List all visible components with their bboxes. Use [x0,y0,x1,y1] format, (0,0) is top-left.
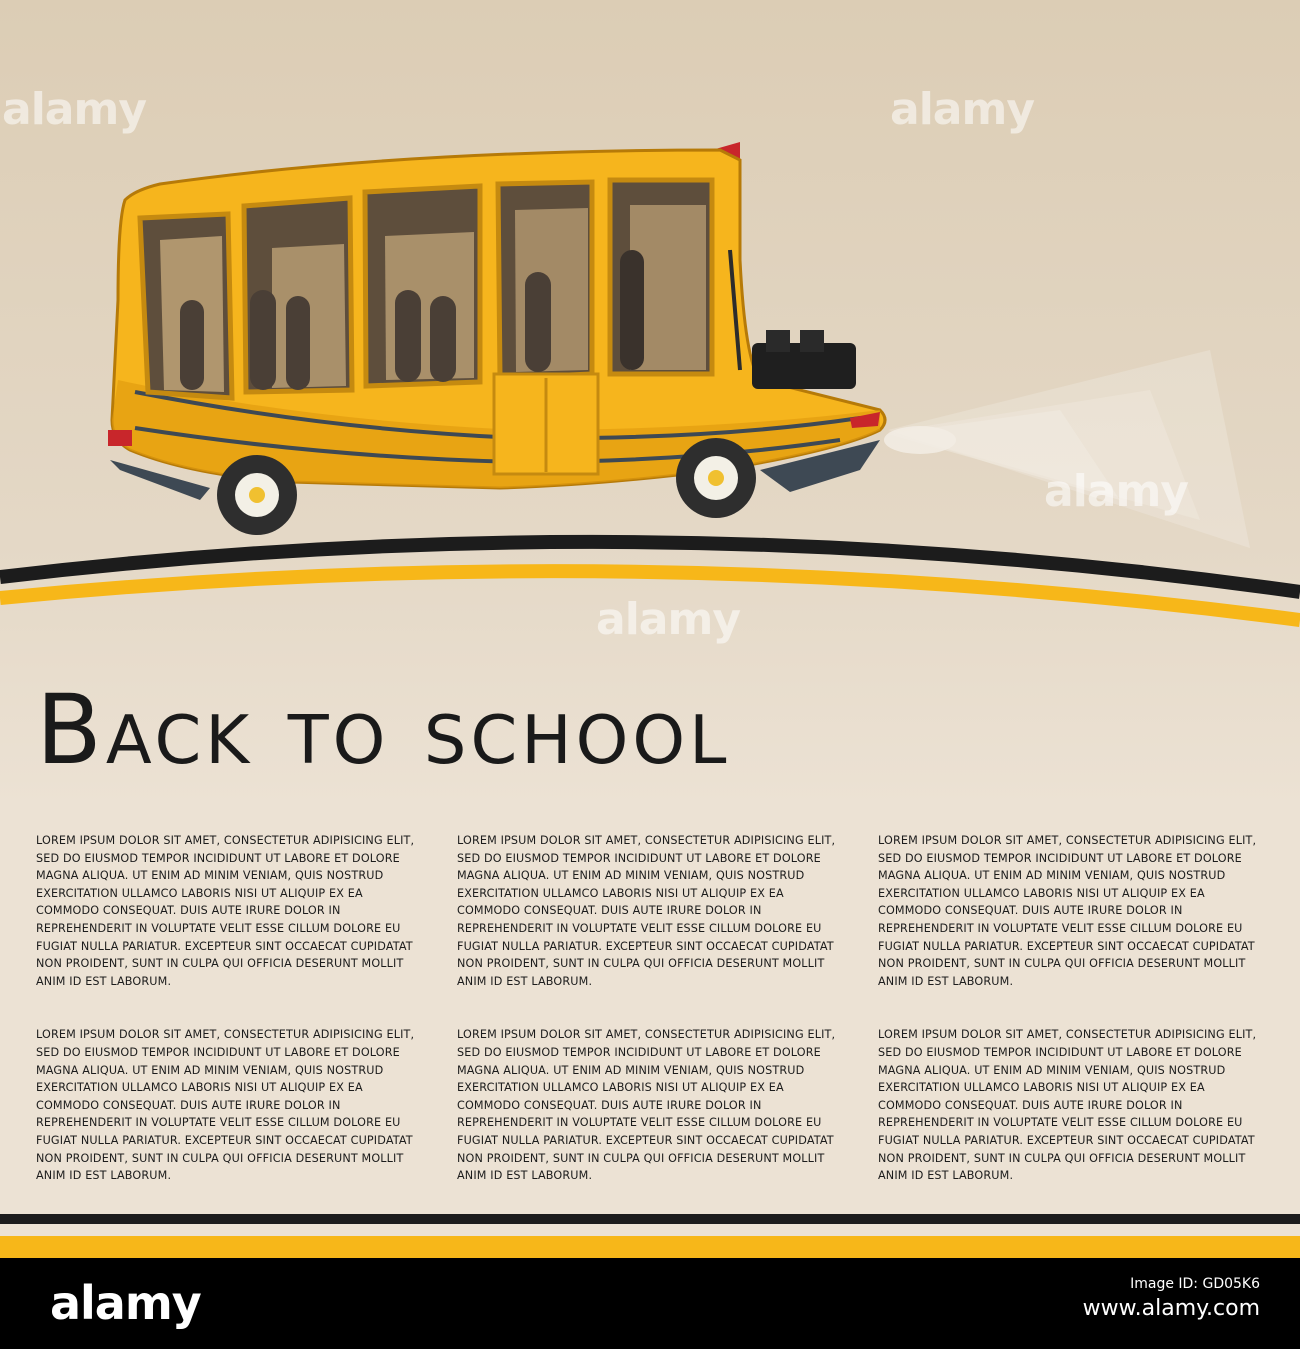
lorem-paragraph: LOREM IPSUM DOLOR SIT AMET, CONSECTETUR ADIPISICING ELIT, SED DO EIUSMOD TEMPOR INCIDIDUNT UT LABORE ET DOLORE MAGNA ALIQUA. UT ENIM AD MINIM VENIAM, QUIS NOSTRUD EXERCITATION ULLAMCO LABORIS NISI UT ALIQUIP EX EA COMMODO CONSEQUAT. DUIS AUTE IRURE DOLOR IN REPREHENDERIT IN VOLUPTATE VELIT ESSE CILLUM DOLORE EU FUGIAT NULLA PARIATUR. EXCEPTEUR SINT OCCAECAT CUPIDATAT NON PROIDENT, SUNT IN CULPA QUI OFFICIA DESERUNT MOLLIT ANIM ID EST LABORUM. [457,1028,836,1183]
headline: Back to school [36,674,731,786]
text-columns [36,832,1276,1192]
rear-wheel [217,455,297,535]
lorem-paragraph: LOREM IPSUM DOLOR SIT AMET, CONSECTETUR ADIPISICING ELIT, SED DO EIUSMOD TEMPOR INCIDIDUNT UT LABORE ET DOLORE MAGNA ALIQUA. UT ENIM AD MINIM VENIAM, QUIS NOSTRUD EXERCITATION ULLAMCO LABORIS NISI UT ALIQUIP EX EA COMMODO CONSEQUAT. DUIS AUTE IRURE DOLOR IN REPREHENDERIT IN VOLUPTATE VELIT ESSE CILLUM DOLORE EU FUGIAT NULLA PARIATUR. EXCEPTEUR SINT OCCAECAT CUPIDATAT NON PROIDENT, SUNT IN CULPA QUI OFFICIA DESERUNT MOLLIT ANIM ID EST LABORUM. [878,834,1257,988]
lorem-paragraph: LOREM IPSUM DOLOR SIT AMET, CONSECTETUR ADIPISICING ELIT, SED DO EIUSMOD TEMPOR INCIDIDUNT UT LABORE ET DOLORE MAGNA ALIQUA. UT ENIM AD MINIM VENIAM, QUIS NOSTRUD EXERCITATION ULLAMCO LABORIS NISI UT ALIQUIP EX EA COMMODO CONSEQUAT. DUIS AUTE IRURE DOLOR IN REPREHENDERIT IN VOLUPTATE VELIT ESSE CILLUM DOLORE EU FUGIAT NULLA PARIATUR. EXCEPTEUR SINT OCCAECAT CUPIDATAT NON PROIDENT, SUNT IN CULPA QUI OFFICIA DESERUNT MOLLIT ANIM ID EST LABORUM. [457,834,836,988]
watermark: alamy [596,594,740,645]
footer-info [1083,1276,1260,1321]
bus-windows [140,180,712,398]
front-wheel [676,438,756,518]
engine-blower [752,330,856,389]
footer-logo: alamy [50,1276,201,1330]
footer-url[interactable]: www.alamy.com [1082,1296,1260,1321]
text-column [878,832,1270,1221]
footer-bar [0,1258,1300,1349]
lorem-paragraph: LOREM IPSUM DOLOR SIT AMET, CONSECTETUR ADIPISICING ELIT, SED DO EIUSMOD TEMPOR INCIDIDUNT UT LABORE ET DOLORE MAGNA ALIQUA. UT ENIM AD MINIM VENIAM, QUIS NOSTRUD EXERCITATION ULLAMCO LABORIS NISI UT ALIQUIP EX EA COMMODO CONSEQUAT. DUIS AUTE IRURE DOLOR IN REPREHENDERIT IN VOLUPTATE VELIT ESSE CILLUM DOLORE EU FUGIAT NULLA PARIATUR. EXCEPTEUR SINT OCCAECAT CUPIDATAT NON PROIDENT, SUNT IN CULPA QUI OFFICIA DESERUNT MOLLIT ANIM ID EST LABORUM. [36,1028,415,1183]
lorem-paragraph: LOREM IPSUM DOLOR SIT AMET, CONSECTETUR ADIPISICING ELIT, SED DO EIUSMOD TEMPOR INCIDIDUNT UT LABORE ET DOLORE MAGNA ALIQUA. UT ENIM AD MINIM VENIAM, QUIS NOSTRUD EXERCITATION ULLAMCO LABORIS NISI UT ALIQUIP EX EA COMMODO CONSEQUAT. DUIS AUTE IRURE DOLOR IN REPREHENDERIT IN VOLUPTATE VELIT ESSE CILLUM DOLORE EU FUGIAT NULLA PARIATUR. EXCEPTEUR SINT OCCAECAT CUPIDATAT NON PROIDENT, SUNT IN CULPA QUI OFFICIA DESERUNT MOLLIT ANIM ID EST LABORUM. [36,834,415,988]
image-id: Image ID: GD05K6 [1130,1276,1260,1292]
school-bus-illustration [108,142,885,535]
text-column [36,832,428,1221]
headlight-beam [884,350,1250,548]
watermark: alamy [2,84,146,135]
watermark: alamy [1044,466,1188,517]
text-column [457,832,849,1221]
watermark: alamy [890,84,1034,135]
lorem-paragraph: LOREM IPSUM DOLOR SIT AMET, CONSECTETUR ADIPISICING ELIT, SED DO EIUSMOD TEMPOR INCIDIDUNT UT LABORE ET DOLORE MAGNA ALIQUA. UT ENIM AD MINIM VENIAM, QUIS NOSTRUD EXERCITATION ULLAMCO LABORIS NISI UT ALIQUIP EX EA COMMODO CONSEQUAT. DUIS AUTE IRURE DOLOR IN REPREHENDERIT IN VOLUPTATE VELIT ESSE CILLUM DOLORE EU FUGIAT NULLA PARIATUR. EXCEPTEUR SINT OCCAECAT CUPIDATAT NON PROIDENT, SUNT IN CULPA QUI OFFICIA DESERUNT MOLLIT ANIM ID EST LABORUM. [878,1028,1257,1183]
